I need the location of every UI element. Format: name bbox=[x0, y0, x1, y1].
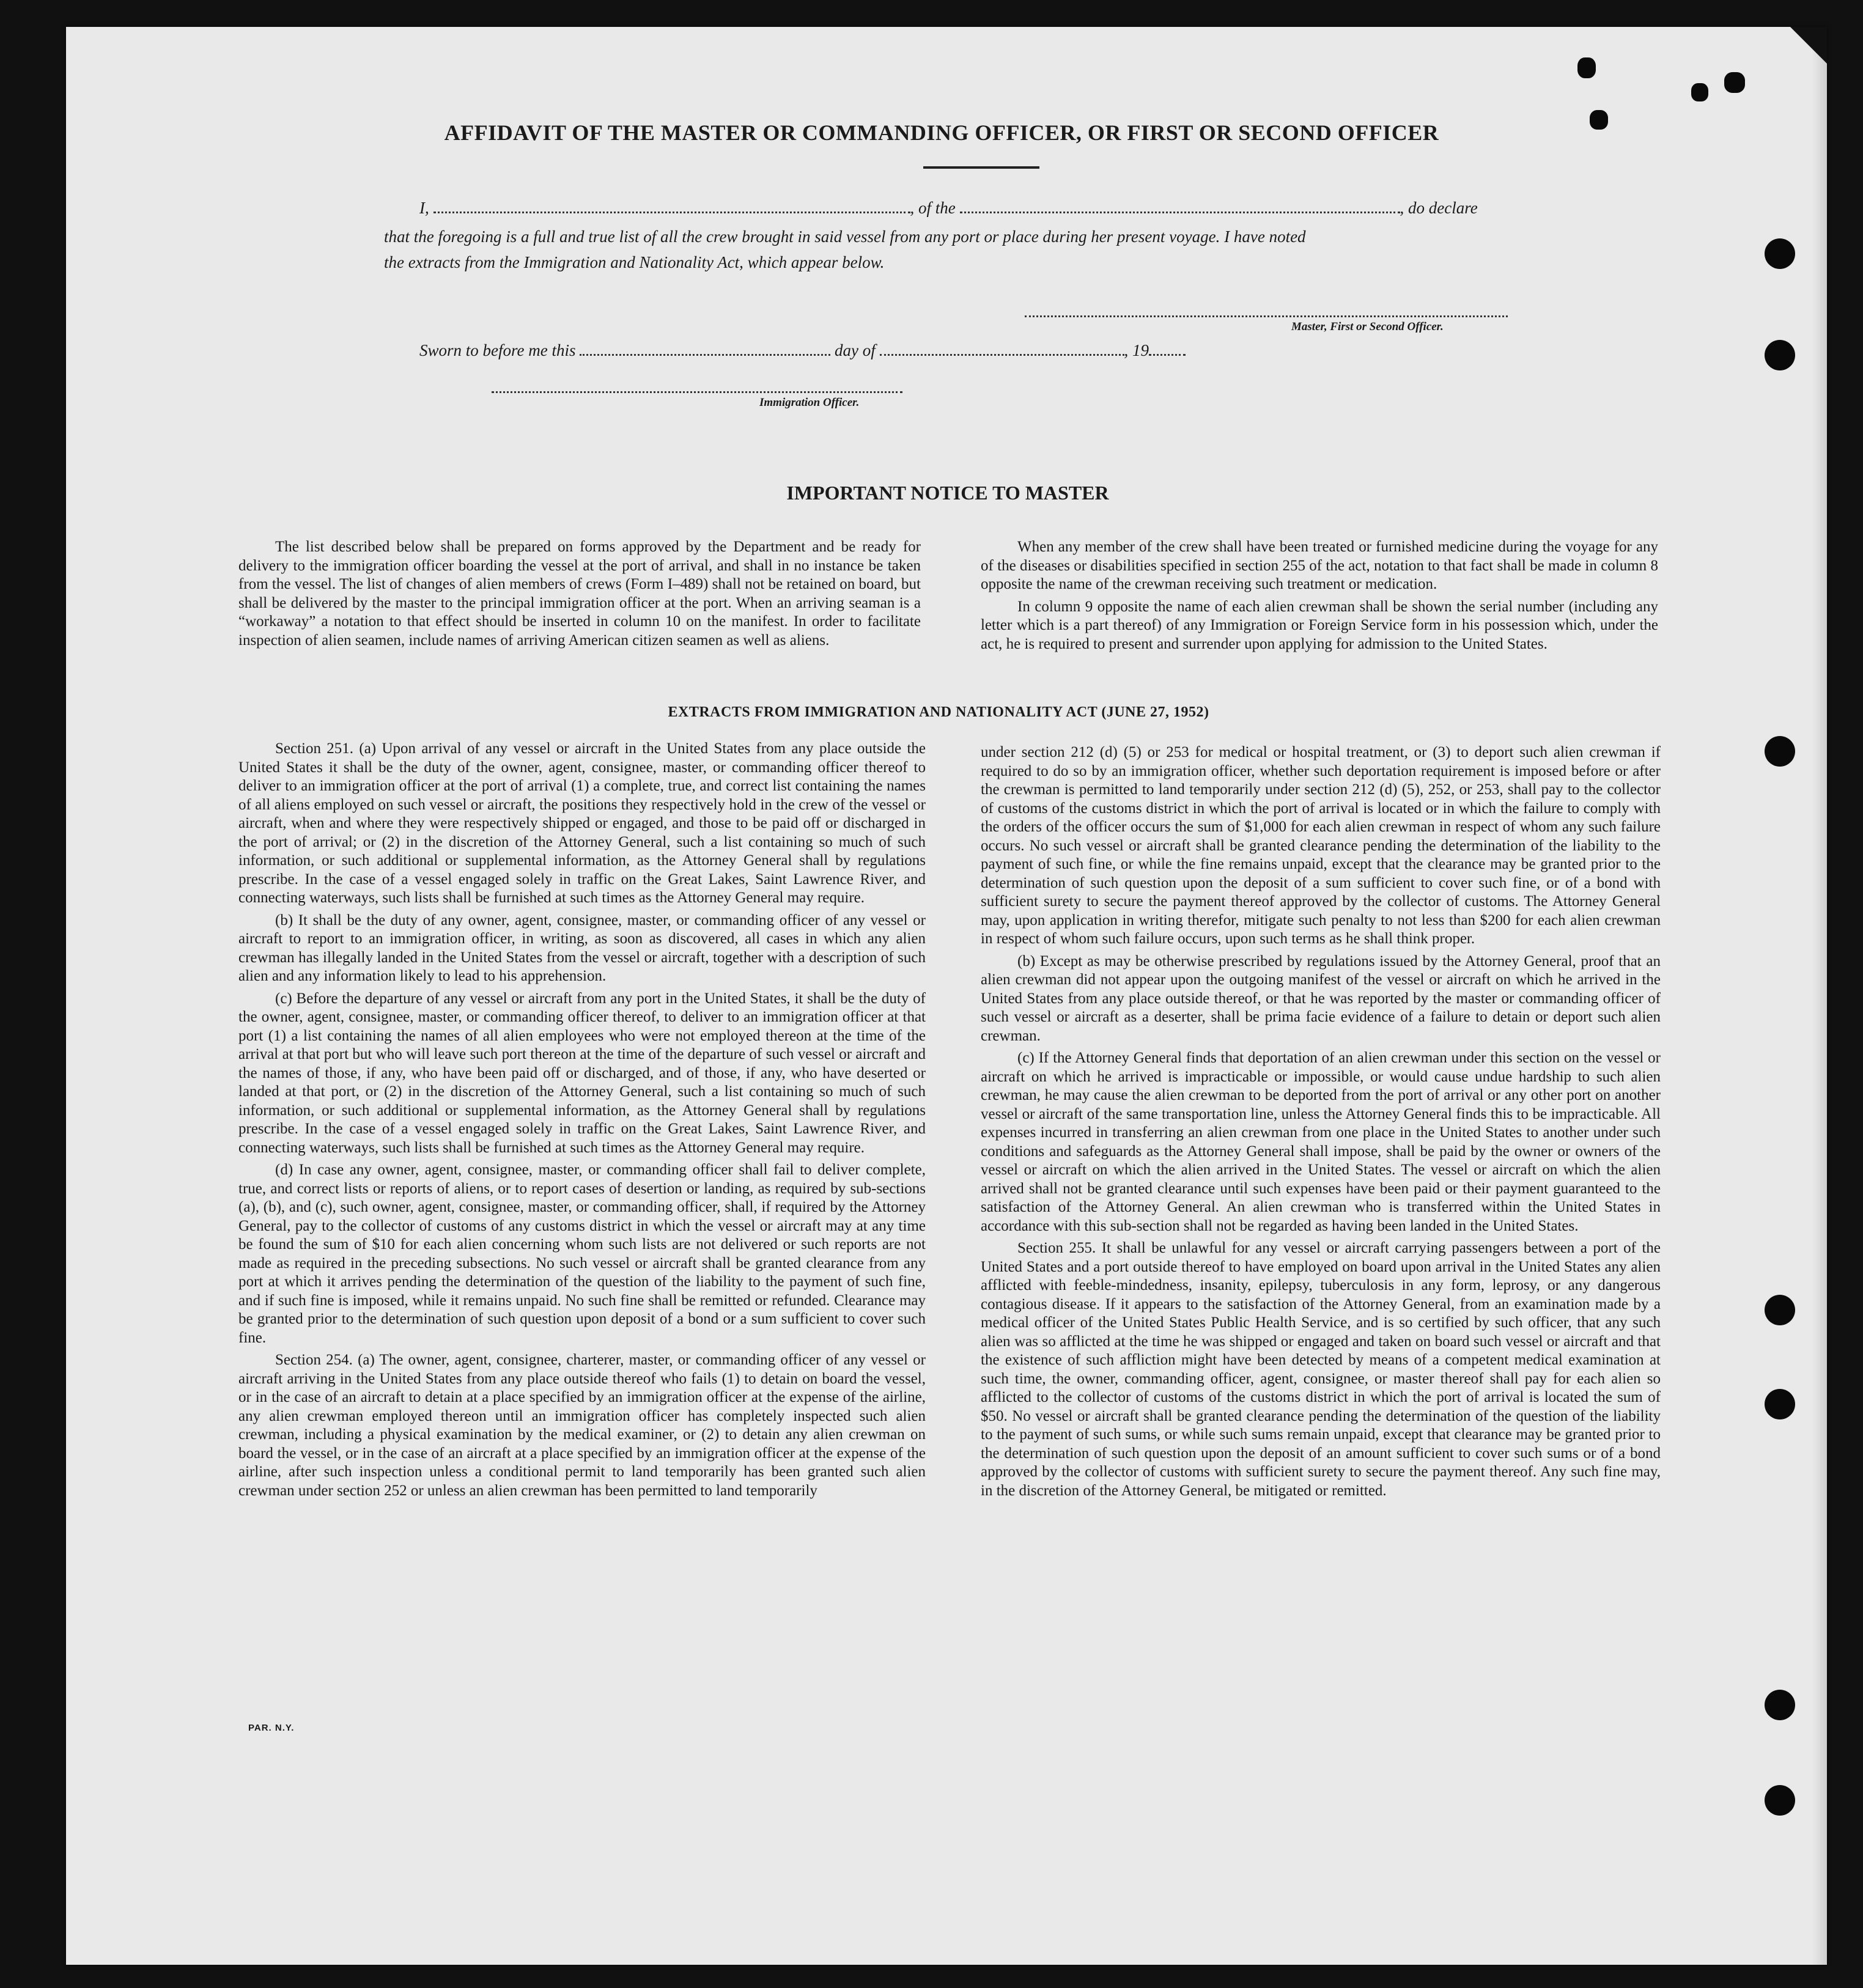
notice-title: IMPORTANT NOTICE TO MASTER bbox=[786, 482, 1109, 504]
declaration-line-1 bbox=[419, 199, 1478, 218]
section-paragraph: Section 251. (a) Upon arrival of any vessel or aircraft in the United States from any place outside the United States it shall be the duty of the owner, agent, consignee, master, or commanding officer thereof to deliver to an immigration officer at the port of arrival (1) a complete, true, and correct list containing the names of all aliens employed on such vessel or aircraft, the positions they respectively hold in the crew of the vessel or aircraft, when and where they were respectively shipped or engaged, and those to be paid off or discharged in the port of arrival; or (2) in the discretion of the Attorney General, such a list containing so much of such information, or such additional or supplemental information, as the Attorney General shall by regulations prescribe. In the case of a vessel engaged solely in traffic on the Great Lakes, Saint Lawrence River, and connecting waterways, such lists shall be furnished at such times as the Attorney General may require. bbox=[238, 740, 926, 906]
extracts-left-column bbox=[238, 740, 926, 1504]
sworn-day-field[interactable] bbox=[580, 343, 830, 356]
page-edge bbox=[1812, 27, 1827, 1965]
extracts-title: EXTRACTS FROM IMMIGRATION AND NATIONALITY ACT (JUNE 27, 1952) bbox=[668, 704, 1209, 720]
declaration-line-3: the extracts from the Immigration and Nationality Act, which appear below. bbox=[384, 253, 885, 271]
punch-hole bbox=[1765, 340, 1795, 370]
punch-hole bbox=[1765, 736, 1795, 767]
notice-paragraph: When any member of the crew shall have been treated or furnished medicine during the voyage for any of the diseases or disabilities specified in section 255 of the act, notation to that fact shall be made in column 8 opposite the name of the crewman receiving such treatment or medication. bbox=[981, 539, 1658, 592]
declarant-prefix: I, bbox=[419, 199, 429, 217]
officer-signature-caption: Immigration Officer. bbox=[759, 396, 860, 409]
declarant-name-field[interactable] bbox=[433, 201, 910, 213]
sworn-month-field[interactable] bbox=[880, 343, 1124, 356]
declare-label: , do declare bbox=[1400, 199, 1478, 217]
sworn-line bbox=[419, 341, 1186, 360]
sworn-year-field[interactable] bbox=[1149, 343, 1186, 356]
notice-paragraph: The list described below shall be prepared on forms approved by the Department and be ready for delivery to the immigration officer boarding the vessel at the port of arrival, and shall in no instance be taken from the vessel. The list of changes of alien members of crews (Form I–489) shall not be retained on board, but shall be delivered by the master to the principal immigration officer at the port. When an arriving seaman is a “workaway” a notation to that effect should be inserted in column 10 on the manifest. In order to facilitate inspection of alien seamen, include names of arriving American citizen seamen as well as aliens. bbox=[238, 539, 921, 649]
vessel-label: , of the bbox=[910, 199, 956, 217]
master-signature-caption: Master, First or Second Officer. bbox=[1291, 320, 1444, 333]
affidavit-title: AFFIDAVIT OF THE MASTER OR COMMANDING OFFICER, OR FIRST OR SECOND OFFICER bbox=[444, 120, 1439, 145]
notice-left-column bbox=[238, 538, 921, 653]
corner-fold bbox=[1790, 27, 1827, 64]
section-paragraph: (c) Before the departure of any vessel or aircraft from any port in the United States, it shall be the duty of the owner, agent, consignee, master, or commanding officer thereof, to deliver to an immigration officer at that port (1) a list containing the names of all alien employees who were not employed thereon at the time of the arrival at that port but who will leave such port thereon at the time of the departure of such vessel or aircraft and the names of those, if any, who have been paid off or discharged, and of those, if any, who have deserted or landed at that port, or (2) in the discretion of the Attorney General, such a list containing so much of such information, or such additional or supplemental information, as the Attorney General shall by regulations prescribe. In the case of a vessel engaged solely in traffic on the Great Lakes, Saint Lawrence River, and connecting waterways, such lists shall be furnished at such times as the Attorney General may require. bbox=[238, 990, 926, 1156]
speck bbox=[1691, 83, 1708, 101]
section-paragraph: (c) If the Attorney General finds that deportation of an alien crewman under this section on the vessel or aircraft on which he arrived is impracticable or impossible, or would cause undue hardship to such alien crewman, he may cause the alien crewman to be deported from the port of arrival or any other port on another vessel or aircraft of the same transportation line, unless the Attorney General finds this to be impracticable. All expenses incurred in transferring an alien crewman from one place in the United States to another under such conditions and safeguards as the Attorney General shall impose, shall be paid by the owner or owners of the vessel or aircraft on which the alien arrived in the United States. The vessel or aircraft on which the alien arrived shall not be granted clearance until such expenses have been paid or their payment guaranteed to the satisfaction of the Attorney General. An alien crewman who is transferred within the United States in accordance with this sub-section shall not be regarded as having been landed in the United States. bbox=[981, 1050, 1661, 1234]
notice-paragraph: In column 9 opposite the name of each alien crewman shall be shown the serial number (including any letter which is a part thereof) of any Immigration or Foreign Service form in his possession which, under the act, he is required to present and surrender upon applying for admission to the United States. bbox=[981, 598, 1658, 652]
punch-hole bbox=[1765, 1295, 1795, 1325]
punch-hole bbox=[1765, 1389, 1795, 1419]
section-paragraph: Section 254. (a) The owner, agent, consignee, charterer, master, or commanding officer of any vessel or aircraft arriving in the United States from any place outside thereof who fails (1) to detain on board the vessel, or in the case of an aircraft to detain at a place specified by an immigration officer at the expense of the airline, any alien crewman employed thereon until an immigration officer has completely inspected such alien crewman, including a physical examination by the medical examiner, or (2) to detain any alien crewman on board the vessel, or in the case of an aircraft at a place specified by an immigration officer at the expense of the airline, after such inspection unless a conditional permit to land temporarily has been granted such alien crewman under section 252 or unless an alien crewman has been permitted to land temporarily bbox=[238, 1352, 926, 1499]
printer-mark: PAR. N.Y. bbox=[248, 1723, 295, 1733]
punch-hole bbox=[1765, 1690, 1795, 1720]
speck bbox=[1724, 72, 1745, 93]
notice-right-column bbox=[981, 538, 1658, 657]
vessel-name-field[interactable] bbox=[960, 201, 1400, 213]
section-paragraph: (d) In case any owner, agent, consignee, master, or commanding officer shall fail to deliver complete, true, and correct lists or reports of aliens, or to report cases of desertion or landing, as required by sub-sections (a), (b), and (c), such owner, agent, consignee, master, or commanding officer, shall, if required by the Attorney General, pay to the collector of customs of any customs district in which the vessel or aircraft may at any time be found the sum of $10 for each alien concerning whom such lists are not delivered or such reports are not made as required in the preceding subsections. No such vessel or aircraft shall be granted clearance from any port at which it arrives pending the determination of the question of the liability to the payment of such fine, and if such fine is imposed, while it remains unpaid. No such fine shall be remitted or refunded. Clearance may be granted prior to the determination of such question upon deposit of a bond or a sum sufficient to cover such fine. bbox=[238, 1162, 926, 1346]
title-rule bbox=[923, 166, 1039, 169]
sworn-label: Sworn to before me this bbox=[419, 341, 576, 359]
section-paragraph: (b) It shall be the duty of any owner, agent, consignee, master, or commanding officer of any vessel or aircraft to report to an immigration officer, in writing, as soon as discovered, all cases in which any alien crewman has illegally landed in the United States from the vessel or aircraft, together with a description of such alien and any information likely to lead to his apprehension. bbox=[238, 911, 926, 984]
master-signature-line[interactable] bbox=[1025, 315, 1508, 317]
section-paragraph: under section 212 (d) (5) or 253 for medical or hospital treatment, or (3) to deport such alien crewman if required to do so by an immigration officer, whether such deportation requirement is imposed before or after the crewman is permitted to land temporarily under section 212 (d) (5), 252, or 253, shall pay to the collector of customs of the customs district in which the port of arrival is located or in which the failure to comply with the orders of the officer occurs the sum of $1,000 for each alien crewman in respect of whom any such failure occurs. No such vessel or aircraft shall be granted clearance pending the determination of the liability to the payment of such fine, or while the fine remains unpaid, except that the clearance may be granted prior to the determination of such question upon the deposit of a sum sufficient to cover such fine, or of a bond with sufficient surety to secure the payment thereof approved by the collector of customs. The Attorney General may, upon application in writing therefor, mitigate such penalty to not less than $200 for each alien crewman in respect of whom such failure occurs, upon such terms as he shall think proper. bbox=[981, 744, 1661, 947]
section-paragraph: (b) Except as may be otherwise prescribed by regulations issued by the Attorney General, proof that an alien crewman did not appear upon the outgoing manifest of the vessel or aircraft on which he arrived in the United States from any place outside thereof, or that he was reported by the master or commanding officer of such vessel or aircraft as a deserter, shall be prima facie evidence of a failure to detain or deport such alien crewman. bbox=[981, 952, 1661, 1044]
extracts-right-column bbox=[981, 743, 1661, 1504]
day-of-label: day of bbox=[835, 341, 876, 359]
year-label: , 19 bbox=[1124, 341, 1149, 359]
officer-signature-line[interactable] bbox=[492, 391, 902, 393]
punch-hole bbox=[1765, 238, 1795, 269]
declaration-line-2: that the foregoing is a full and true list of all the crew brought in said vessel from any port or place during her present voyage. I have noted bbox=[384, 227, 1306, 246]
speck bbox=[1577, 57, 1596, 78]
section-paragraph: Section 255. It shall be unlawful for any vessel or aircraft carrying passengers between a port of the United States and a port outside thereof to have employed on board upon arrival in the United States any alien afflicted with feeble-mindedness, insanity, epilepsy, tuberculosis in any form, leprosy, or any dangerous contagious disease. If it appears to the satisfaction of the Attorney General, from an examination made by a medical officer of the United States Public Health Service, and is so certified by such officer, that any such alien was so afflicted at the time he was shipped or engaged and taken on board such vessel or aircraft and that the existence of such affliction might have been detected by means of a competent medical examination at such time, the owner, commanding officer, agent, consignee, or master thereof shall pay for each alien so afflicted to the collector of customs of the customs district in which the port of arrival is located the sum of $50. No vessel or aircraft shall be granted clearance pending the determination of the question of the liability to the payment of such sums, or while such sums remain unpaid, except that clearance may be granted prior to the determination of such question upon the deposit of an amount sufficient to cover such sums or of a bond approved by the collector of customs with sufficient surety to secure the payment thereof. Any such fine may, in the discretion of the Attorney General, be mitigated or remitted. bbox=[981, 1240, 1661, 1499]
punch-hole bbox=[1765, 1785, 1795, 1816]
